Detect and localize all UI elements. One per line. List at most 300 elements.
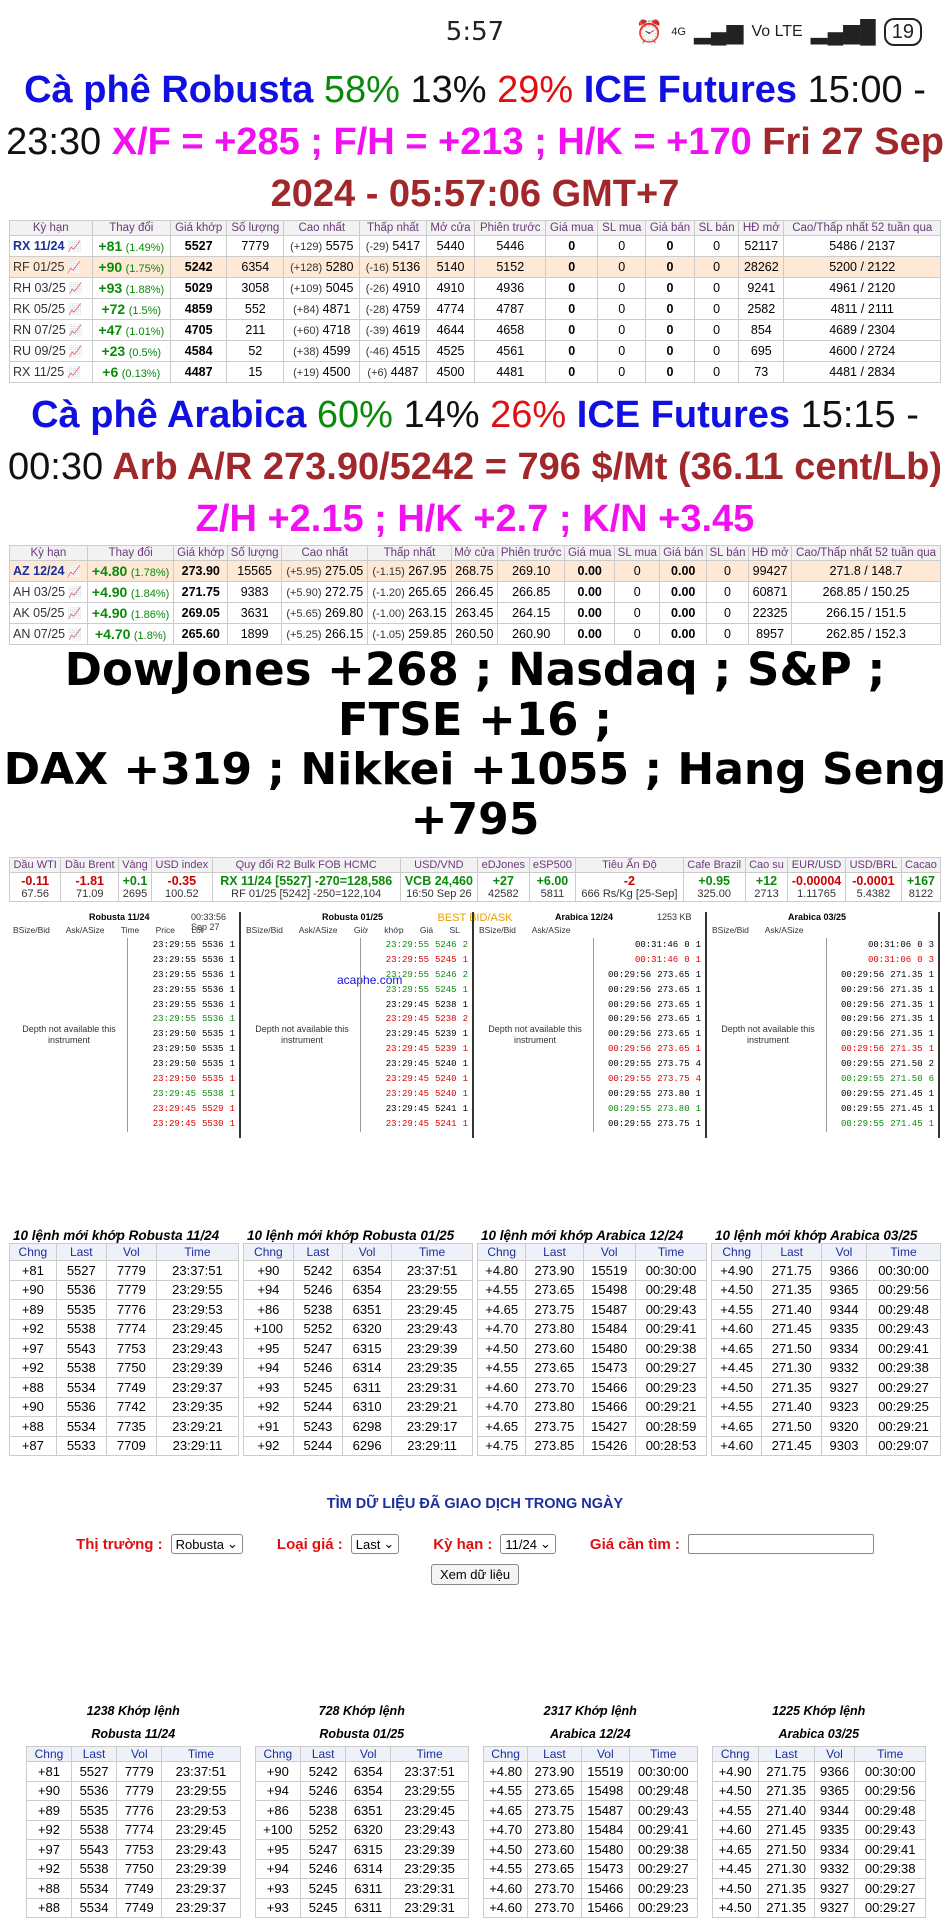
change-value: +47 [98, 322, 123, 338]
trade-cell: 00:29:38 [867, 1358, 941, 1378]
history-cell: 23:29:37 [162, 1898, 240, 1918]
col-head: Chng [712, 1747, 758, 1762]
contract-name[interactable]: AH 03/25 [13, 585, 66, 599]
table-row [10, 873, 941, 902]
trade-cell: 23:29:37 [156, 1378, 238, 1398]
trade-cell: 6351 [343, 1300, 392, 1320]
trade-field: 271.35 [890, 1044, 923, 1055]
last-cell: 4705 [171, 320, 227, 341]
history-cell: 9366 [814, 1762, 855, 1782]
chevron-down-icon: ⌄ [383, 1536, 395, 1551]
trade-cell: 6296 [343, 1436, 392, 1456]
ask-qty-cell: 0 [694, 362, 738, 383]
col-head: Time [855, 1747, 926, 1762]
trade-field: 5238 [434, 1014, 457, 1025]
open-interest-cell: 2582 [739, 299, 784, 320]
history-cell: 15519 [581, 1762, 630, 1782]
trade-cell: +4.60 [478, 1378, 526, 1398]
contract-name[interactable]: AZ 12/24 [13, 564, 65, 578]
contract-cell[interactable] [10, 278, 93, 299]
history-cell: 273.90 [528, 1762, 581, 1782]
chart-icon[interactable]: 📈 [67, 262, 82, 274]
table-row [10, 1261, 239, 1281]
history-cell: 00:29:41 [630, 1820, 697, 1840]
chart-icon[interactable]: 📈 [67, 367, 81, 379]
trade-row [361, 1087, 470, 1102]
low-value: 4910 [392, 281, 421, 295]
trade-field: 0 [684, 954, 690, 965]
trade-field: 23:29:45 [385, 999, 429, 1010]
contract-name[interactable]: RX 11/24 [13, 239, 65, 253]
price-type-select[interactable] [351, 1534, 399, 1554]
contract-name[interactable]: AK 05/25 [13, 606, 65, 620]
table-row [10, 1417, 239, 1437]
contract-name[interactable]: AN 07/25 [13, 627, 66, 641]
history-cell: 9332 [814, 1859, 855, 1879]
change-pct: (1.84%) [130, 588, 170, 600]
high-diff: (+5.90) [286, 587, 322, 599]
history-cell: 00:30:00 [855, 1762, 926, 1782]
ask-cell: 0 [646, 362, 695, 383]
bid-qty-cell: 0 [598, 341, 646, 362]
trade-cell: 23:37:51 [156, 1261, 238, 1281]
trade-cell: 23:29:45 [392, 1300, 473, 1320]
trade-field: 00:29:56 [607, 1029, 652, 1040]
trade-field: 0 [917, 940, 923, 950]
last-trades-block [243, 1228, 473, 1456]
trade-field: 1 [695, 954, 701, 965]
chart-icon[interactable]: 📈 [67, 608, 82, 620]
change-value: +4.80 [91, 563, 128, 579]
table-row[interactable] [10, 320, 941, 341]
trade-cell: 23:29:11 [156, 1436, 238, 1456]
table-row[interactable] [10, 624, 941, 645]
col-head: Chng [27, 1747, 72, 1762]
trade-cell: +4.50 [478, 1339, 526, 1359]
history-cell: 9327 [814, 1879, 855, 1899]
trade-cell: 6310 [343, 1397, 392, 1417]
table-row [255, 1820, 469, 1840]
chart-icon[interactable]: 📈 [68, 325, 83, 337]
trade-field: 5239 [434, 1029, 457, 1040]
history-cell: 15466 [581, 1898, 630, 1918]
history-cell: 7749 [117, 1879, 162, 1899]
trade-field: 23:29:45 [152, 1088, 196, 1099]
trade-row [361, 938, 470, 953]
trade-cell: 7776 [106, 1300, 156, 1320]
trade-cell: +92 [244, 1397, 294, 1417]
table-row[interactable] [10, 257, 941, 278]
trade-cell: 273.75 [526, 1300, 583, 1320]
depth-note: Depth not available this instrument [488, 1024, 582, 1045]
history-cell: 9365 [814, 1781, 855, 1801]
low-value: 5417 [392, 239, 421, 253]
trade-field: 271.50 [890, 1074, 923, 1085]
trade-cell: 6311 [343, 1378, 392, 1398]
trade-cell: 273.80 [526, 1319, 583, 1339]
indicator-cell [478, 873, 529, 902]
table-header [244, 1244, 473, 1261]
high-cell [284, 299, 360, 320]
table-row [10, 1319, 239, 1339]
bid-cell: 0.00 [565, 561, 615, 582]
trade-field: 1 [695, 1029, 701, 1040]
history-cell: 7749 [117, 1898, 162, 1918]
chart-icon[interactable]: 📈 [68, 587, 82, 599]
trade-field: 1 [229, 1118, 235, 1129]
high-cell [284, 257, 360, 278]
col-head: Giá bán [646, 221, 695, 236]
indicator-change: VCB 24,460 [404, 874, 473, 888]
trade-field: 1 [695, 1044, 701, 1055]
table-row [478, 1436, 707, 1456]
trade-cell: +4.65 [478, 1417, 526, 1437]
table-row [478, 1319, 707, 1339]
contract-name[interactable]: RK 05/25 [13, 302, 66, 316]
trade-cell: 23:29:21 [392, 1397, 473, 1417]
market-select[interactable] [171, 1534, 243, 1554]
table-row [712, 1378, 941, 1398]
chart-icon[interactable]: 📈 [67, 566, 82, 578]
high-value: 4599 [322, 344, 351, 358]
trade-field: 1 [695, 984, 701, 995]
high-cell [284, 278, 360, 299]
col-head: SL mua [615, 546, 660, 561]
trade-cell: 23:37:51 [392, 1261, 473, 1281]
trade-cell: 9366 [821, 1261, 866, 1281]
history-cell: 15480 [581, 1840, 630, 1860]
table-row[interactable] [10, 299, 941, 320]
table-row[interactable] [10, 582, 941, 603]
trade-field: 00:29:56 [840, 1029, 885, 1040]
trade-field: 1 [695, 999, 701, 1010]
ask-qty-cell: 0 [706, 603, 748, 624]
history-cell: 23:29:45 [391, 1801, 469, 1821]
trade-field: 271.35 [890, 984, 923, 995]
contract-cell[interactable] [10, 236, 93, 257]
contract-name[interactable]: RX 11/25 [13, 365, 65, 379]
trade-cell: +88 [10, 1417, 57, 1437]
trade-cell: 23:29:35 [156, 1397, 238, 1417]
indicator-cell [151, 873, 212, 902]
low-value: 4759 [392, 302, 421, 316]
volume-cell: 9383 [228, 582, 282, 603]
trade-cell: +90 [10, 1397, 57, 1417]
history-cell: 5238 [301, 1801, 346, 1821]
indicator-head: eSP500 [529, 858, 576, 873]
bid-qty-cell: 0 [598, 236, 646, 257]
history-cell: 5534 [71, 1879, 116, 1899]
contract-cell[interactable] [10, 299, 93, 320]
indicator-cell [529, 873, 576, 902]
trade-field: 273.65 [657, 1029, 690, 1040]
trade-row [594, 1117, 703, 1132]
table-row [478, 1397, 707, 1417]
week52-cell: 262.85 / 152.3 [792, 624, 941, 645]
history-cell: 6314 [346, 1859, 391, 1879]
high-diff: (+109) [290, 283, 323, 295]
trade-field: 1 [462, 1059, 468, 1070]
bid-qty-cell: 0 [598, 362, 646, 383]
trade-cell: 5527 [56, 1261, 106, 1281]
week52-cell: 4600 / 2724 [784, 341, 941, 362]
indicator-change: -1.81 [75, 874, 105, 888]
trade-cell: 00:29:27 [636, 1358, 707, 1378]
bid-cell: 0 [546, 341, 598, 362]
history-cell: +81 [27, 1762, 72, 1782]
trade-field: 5536 [201, 940, 224, 950]
trade-cell: +91 [244, 1417, 294, 1437]
trade-field: 00:29:56 [840, 1014, 885, 1025]
indicator-head: USD index [151, 858, 212, 873]
trade-list [826, 938, 936, 1132]
contract-cell[interactable] [10, 320, 93, 341]
contract-cell[interactable] [10, 624, 88, 645]
chart-icon[interactable]: 📈 [68, 304, 82, 316]
history-cell: 273.70 [528, 1898, 581, 1918]
contract-cell[interactable] [10, 603, 88, 624]
trade-field: 23:29:45 [385, 1014, 429, 1025]
trade-cell: 9334 [821, 1339, 866, 1359]
trade-field: 5536 [201, 1014, 224, 1025]
chart-icon[interactable]: 📈 [68, 346, 83, 358]
ask-qty-cell: 0 [694, 320, 738, 341]
quad-title: Robusta 01/25 [322, 912, 384, 922]
history-cell: 271.35 [758, 1879, 814, 1899]
table-row[interactable] [10, 603, 941, 624]
trade-cell: 271.50 [762, 1339, 822, 1359]
term-select[interactable] [500, 1534, 555, 1554]
history-cell: 273.65 [528, 1859, 581, 1879]
history-block [26, 1700, 241, 1918]
history-count: 2317 Khớp lệnh [543, 1704, 637, 1718]
low-cell [360, 362, 426, 383]
history-cell: 273.70 [528, 1879, 581, 1899]
prev-cell: 260.90 [498, 624, 565, 645]
indicator-head: Cafe Brazil [683, 858, 745, 873]
table-row [712, 1319, 941, 1339]
history-cell: +4.50 [712, 1898, 758, 1918]
trade-row [594, 1057, 703, 1072]
trade-field: 00:29:55 [607, 1059, 652, 1070]
trade-cell: 5246 [293, 1280, 342, 1300]
arabica-header [0, 389, 950, 545]
contract-cell[interactable] [10, 362, 93, 383]
bid-cell: 0.00 [565, 624, 615, 645]
history-cell: 271.30 [758, 1859, 814, 1879]
indicator-change: RX 11/24 [5527] -270=128,586 [220, 874, 393, 888]
trade-cell: 9335 [821, 1319, 866, 1339]
trade-field: 5535 [201, 1044, 224, 1055]
table-row [712, 1417, 941, 1437]
history-cell: 23:29:43 [162, 1840, 240, 1860]
trade-row [827, 1027, 936, 1042]
find-price-input[interactable] [688, 1534, 874, 1554]
trade-field: 00:29:56 [840, 1044, 885, 1055]
open-cell: 263.45 [451, 603, 497, 624]
quad-subheader: BSize/Bid Ask/ASize Time Price Lot [13, 925, 204, 935]
history-cell: 9344 [814, 1801, 855, 1821]
indicator-head: eDJones [478, 858, 529, 873]
trade-row [128, 1072, 237, 1087]
trade-field: 23:29:50 [152, 1074, 196, 1085]
trade-cell: 271.30 [762, 1358, 822, 1378]
trade-field: 1 [462, 1044, 468, 1055]
trade-cell: 23:29:55 [156, 1280, 238, 1300]
high-cell [284, 362, 360, 383]
trade-row [594, 1027, 703, 1042]
trade-field: 273.75 [657, 1074, 690, 1085]
arabica-p1: 60% [316, 394, 393, 436]
prev-cell: 5446 [475, 236, 546, 257]
last-trades-caption: 10 lệnh mới khớp Arabica 03/25 [715, 1228, 918, 1243]
contract-name[interactable]: RF 01/25 [13, 260, 65, 274]
change-pct: (1.75%) [125, 263, 165, 275]
trade-cell: 7779 [106, 1280, 156, 1300]
last-10-section [9, 1228, 941, 1456]
col-head: Giá khớp [174, 546, 228, 561]
history-cell: 9327 [814, 1898, 855, 1918]
open-cell: 4525 [426, 341, 475, 362]
history-cell: 6311 [346, 1898, 391, 1918]
history-cell: 7779 [117, 1781, 162, 1801]
change-value: +90 [98, 259, 123, 275]
table-row [712, 1397, 941, 1417]
last-cell: 5242 [171, 257, 227, 278]
ask-qty-cell: 0 [694, 236, 738, 257]
table-row [255, 1879, 469, 1899]
history-cell: +4.60 [484, 1879, 528, 1899]
trade-row [827, 1012, 936, 1027]
trade-field: 5536 [201, 984, 224, 995]
table-row [255, 1859, 469, 1879]
trade-cell: 00:30:00 [636, 1261, 707, 1281]
contract-cell[interactable] [10, 257, 93, 278]
history-cell: 271.75 [758, 1762, 814, 1782]
indicator-cell [683, 873, 745, 902]
col-head: Time [156, 1244, 238, 1261]
indicator-value: 2713 [754, 888, 779, 900]
trade-cell: 5246 [293, 1358, 342, 1378]
history-cell: 23:37:51 [162, 1762, 240, 1782]
change-pct: (1.49%) [125, 242, 165, 254]
low-diff: (-39) [365, 325, 389, 337]
open-cell: 5140 [426, 257, 475, 278]
change-cell [87, 603, 174, 624]
contract-name[interactable]: RU 09/25 [13, 344, 66, 358]
best-bid-ask-panel [9, 912, 941, 1138]
contract-cell[interactable] [10, 341, 93, 362]
change-pct: (1.5%) [128, 305, 162, 317]
chart-icon[interactable]: 📈 [68, 629, 82, 641]
trade-cell: +94 [244, 1358, 294, 1378]
trade-cell: 23:29:43 [156, 1339, 238, 1359]
high-value: 266.15 [325, 627, 364, 641]
trade-cell: 271.45 [762, 1436, 822, 1456]
trade-field: 271.35 [890, 1029, 923, 1040]
trade-field: 1 [928, 1014, 934, 1025]
trade-row [827, 1102, 936, 1117]
open-cell: 5440 [426, 236, 475, 257]
trade-field: 271.45 [890, 1118, 923, 1129]
table-row [712, 1840, 926, 1860]
trade-cell: 00:28:59 [636, 1417, 707, 1437]
trade-cell: 5538 [56, 1358, 106, 1378]
history-table [483, 1746, 698, 1918]
table-row[interactable] [10, 341, 941, 362]
trade-cell: 5242 [293, 1261, 342, 1281]
contract-cell[interactable] [10, 582, 88, 603]
trade-field: 5240 [434, 1059, 457, 1070]
table-row[interactable] [10, 278, 941, 299]
trade-field: 5530 [201, 1118, 224, 1129]
trade-field: 00:29:55 [840, 1118, 885, 1129]
trade-field: 00:31:46 [634, 954, 679, 965]
table-row [712, 1300, 941, 1320]
trade-field: 1 [695, 969, 701, 980]
trade-field: 23:29:45 [385, 1059, 429, 1070]
contract-cell[interactable] [10, 561, 88, 582]
trade-field: 1 [229, 984, 235, 995]
trade-row [827, 1042, 936, 1057]
trade-cell: 00:29:21 [867, 1417, 941, 1437]
view-data-button[interactable]: Xem dữ liệu [431, 1564, 519, 1585]
trade-field: 23:29:45 [152, 1118, 196, 1129]
trade-cell: 5534 [56, 1378, 106, 1398]
table-row [478, 1261, 707, 1281]
trade-cell: 5536 [56, 1397, 106, 1417]
history-cell: +4.60 [712, 1820, 758, 1840]
quad-title: Robusta 11/24 [89, 912, 150, 922]
table-row [484, 1820, 698, 1840]
table-row[interactable] [10, 362, 941, 383]
last-cell: 4487 [171, 362, 227, 383]
trade-row [594, 1102, 703, 1117]
contract-name[interactable]: RH 03/25 [13, 281, 66, 295]
indicator-value: 2695 [122, 888, 148, 900]
trade-field: 00:31:46 [634, 940, 679, 950]
arabica-p3: 26% [490, 394, 567, 436]
ask-cell: 0 [646, 257, 695, 278]
trade-cell: 271.50 [762, 1417, 822, 1437]
table-row [244, 1280, 473, 1300]
prev-cell: 5152 [475, 257, 546, 278]
trade-cell: 23:29:53 [156, 1300, 238, 1320]
chart-icon[interactable]: 📈 [68, 283, 83, 295]
table-row [255, 1801, 469, 1821]
chart-icon[interactable]: 📈 [67, 241, 82, 253]
term-value: 11/24 [505, 1536, 537, 1552]
history-cell: +97 [27, 1840, 72, 1860]
trade-cell: 00:29:38 [636, 1339, 707, 1359]
robusta-datetime: Fri 27 Sep 2024 - 05:57:06 GMT+7 [270, 121, 944, 215]
trade-list [127, 938, 237, 1132]
trade-field: 23:29:45 [385, 1103, 429, 1114]
contract-name[interactable]: RN 07/25 [13, 323, 66, 337]
trade-cell: +4.60 [712, 1436, 762, 1456]
history-cell: 15484 [581, 1820, 630, 1840]
arabica-exchange: ICE Futures [576, 394, 791, 436]
indicator-cell [901, 873, 940, 902]
trade-cell: 23:29:45 [156, 1319, 238, 1339]
history-cell: +4.50 [712, 1879, 758, 1899]
status-icons [636, 18, 922, 46]
trade-field: 273.75 [657, 1118, 690, 1129]
table-row[interactable] [10, 236, 941, 257]
col-head: Phiên trước [475, 221, 546, 236]
table-row[interactable] [10, 561, 941, 582]
low-cell [360, 278, 426, 299]
